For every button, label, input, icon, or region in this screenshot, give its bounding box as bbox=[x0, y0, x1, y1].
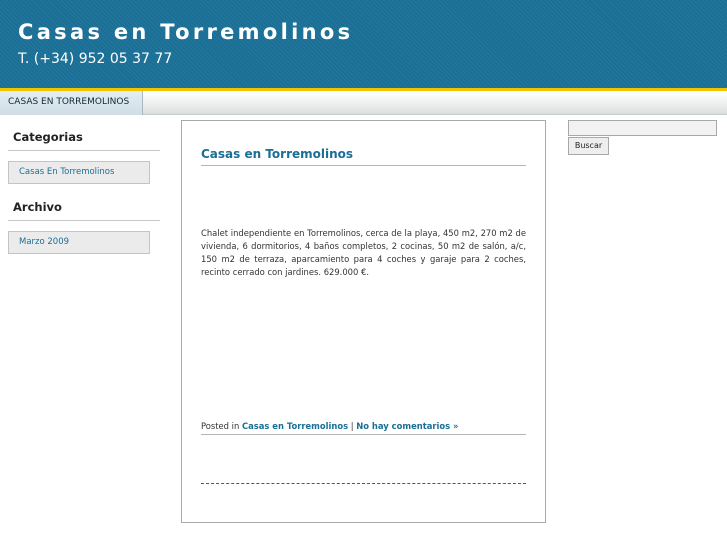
site-phone: T. (+34) 952 05 37 77 bbox=[18, 51, 173, 67]
main-content bbox=[181, 120, 546, 523]
post-title[interactable]: Casas en Torremolinos bbox=[201, 147, 526, 166]
nav-tab-casas-en-torremolinos[interactable]: CASAS EN TORREMOLINOS bbox=[0, 91, 143, 115]
search-input[interactable] bbox=[568, 120, 717, 136]
post-body: Chalet independiente en Torremolinos, cerca de la playa, 450 m2, 270 m2 de vivienda, 6 dormitorios, 4 baños completos, 2 cocinas, 50 m2 de salón, a/c, 150 m2 de terraza, aparcamiento para 4 coches y garaje para 2 coches, recinto cerrado con jardines. 629.000 €. bbox=[201, 228, 526, 277]
archive-widget-title: Archivo bbox=[8, 200, 160, 221]
post-meta-separator: | bbox=[348, 421, 357, 431]
search-button[interactable]: Buscar bbox=[568, 137, 609, 155]
site-header bbox=[0, 0, 727, 88]
categories-widget-title: Categorias bbox=[8, 130, 160, 151]
post-meta bbox=[201, 421, 526, 435]
post-category-link[interactable]: Casas en Torremolinos bbox=[241, 421, 349, 431]
widget-spacer bbox=[8, 184, 160, 200]
archive-link-marzo-2009[interactable]: Marzo 2009 bbox=[8, 231, 150, 254]
site-title[interactable]: Casas en Torremolinos bbox=[18, 20, 354, 44]
category-link-casas-en-torremolinos[interactable]: Casas En Torremolinos bbox=[8, 161, 150, 184]
post-separator bbox=[201, 483, 526, 484]
post-comments-link[interactable]: No hay comentarios » bbox=[356, 421, 459, 431]
post-meta-prefix: Posted in bbox=[201, 421, 242, 431]
main-nav bbox=[0, 91, 727, 115]
left-sidebar bbox=[8, 130, 160, 254]
